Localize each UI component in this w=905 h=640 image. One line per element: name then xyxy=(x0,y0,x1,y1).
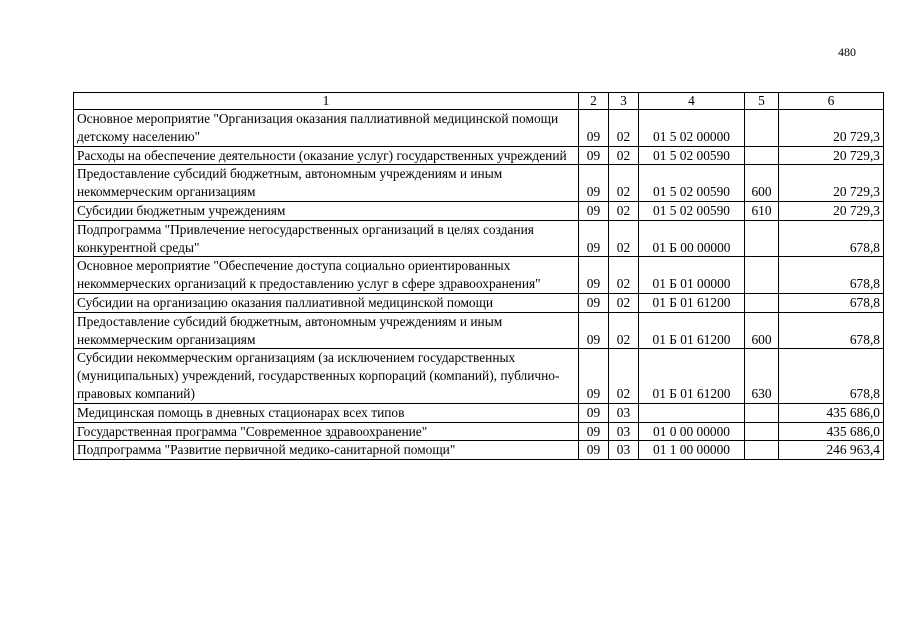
page-number: 480 xyxy=(838,45,856,59)
section-code-cell: 09 xyxy=(579,220,609,257)
target-article-cell: 01 Б 01 61200 xyxy=(639,312,745,349)
target-article-cell: 01 Б 01 61200 xyxy=(639,293,745,312)
subsection-code-cell: 02 xyxy=(609,165,639,202)
amount-cell: 435 686,0 xyxy=(779,422,884,441)
section-code-cell: 09 xyxy=(579,146,609,165)
amount-cell: 20 729,3 xyxy=(779,165,884,202)
amount-cell: 20 729,3 xyxy=(779,146,884,165)
amount-cell: 678,8 xyxy=(779,349,884,403)
expense-type-cell xyxy=(745,110,779,147)
table-row xyxy=(74,441,884,460)
subsection-code-cell: 02 xyxy=(609,220,639,257)
section-code-cell: 09 xyxy=(579,293,609,312)
amount-cell: 678,8 xyxy=(779,257,884,294)
expense-type-cell xyxy=(745,293,779,312)
subsection-code-cell: 02 xyxy=(609,146,639,165)
row-name-cell: Основное мероприятие "Обеспечение доступа социально ориентированных некоммерческих организаций к предоставлению услуг в сфере здравоохранения" xyxy=(74,257,579,294)
table-row xyxy=(74,220,884,257)
section-code-cell: 09 xyxy=(579,312,609,349)
row-name-cell: Субсидии на организацию оказания паллиативной медицинской помощи xyxy=(74,293,579,312)
budget-table xyxy=(73,92,884,460)
target-article-cell: 01 1 00 00000 xyxy=(639,441,745,460)
expense-type-cell xyxy=(745,220,779,257)
amount-cell: 246 963,4 xyxy=(779,441,884,460)
subsection-code-cell: 02 xyxy=(609,349,639,403)
row-name-cell: Субсидии некоммерческим организациям (за исключением государственных (муниципальных) учреждений, государственных корпораций (компаний), публично-правовых компаний) xyxy=(74,349,579,403)
section-code-cell: 09 xyxy=(579,422,609,441)
table-row xyxy=(74,312,884,349)
target-article-cell: 01 5 02 00590 xyxy=(639,201,745,220)
amount-cell: 678,8 xyxy=(779,293,884,312)
row-name-cell: Предоставление субсидий бюджетным, автономным учреждениям и иным некоммерческим организациям xyxy=(74,165,579,202)
subsection-code-cell: 03 xyxy=(609,422,639,441)
row-name-cell: Медицинская помощь в дневных стационарах всех типов xyxy=(74,403,579,422)
row-name-cell: Предоставление субсидий бюджетным, автономным учреждениям и иным некоммерческим организациям xyxy=(74,312,579,349)
section-code-cell: 09 xyxy=(579,257,609,294)
table-row xyxy=(74,293,884,312)
column-header: 5 xyxy=(745,93,779,110)
expense-type-cell xyxy=(745,403,779,422)
table-row xyxy=(74,146,884,165)
target-article-cell: 01 Б 01 00000 xyxy=(639,257,745,294)
section-code-cell: 09 xyxy=(579,165,609,202)
section-code-cell: 09 xyxy=(579,201,609,220)
target-article-cell: 01 0 00 00000 xyxy=(639,422,745,441)
expense-type-cell xyxy=(745,422,779,441)
table-row xyxy=(74,165,884,202)
expense-type-cell: 600 xyxy=(745,165,779,202)
column-header: 3 xyxy=(609,93,639,110)
column-header: 1 xyxy=(74,93,579,110)
amount-cell: 20 729,3 xyxy=(779,110,884,147)
subsection-code-cell: 02 xyxy=(609,257,639,294)
table-header-row xyxy=(74,93,884,110)
target-article-cell: 01 Б 01 61200 xyxy=(639,349,745,403)
section-code-cell: 09 xyxy=(579,110,609,147)
table-row xyxy=(74,422,884,441)
row-name-cell: Подпрограмма "Развитие первичной медико-санитарной помощи" xyxy=(74,441,579,460)
target-article-cell: 01 5 02 00000 xyxy=(639,110,745,147)
target-article-cell: 01 Б 00 00000 xyxy=(639,220,745,257)
section-code-cell: 09 xyxy=(579,349,609,403)
row-name-cell: Расходы на обеспечение деятельности (оказание услуг) государственных учреждений xyxy=(74,146,579,165)
table-row xyxy=(74,403,884,422)
amount-cell: 20 729,3 xyxy=(779,201,884,220)
subsection-code-cell: 02 xyxy=(609,312,639,349)
row-name-cell: Субсидии бюджетным учреждениям xyxy=(74,201,579,220)
table-row xyxy=(74,110,884,147)
subsection-code-cell: 03 xyxy=(609,403,639,422)
column-header: 4 xyxy=(639,93,745,110)
expense-type-cell: 600 xyxy=(745,312,779,349)
row-name-cell: Основное мероприятие "Организация оказания паллиативной медицинской помощи детскому населению" xyxy=(74,110,579,147)
section-code-cell: 09 xyxy=(579,403,609,422)
subsection-code-cell: 02 xyxy=(609,293,639,312)
table-row xyxy=(74,201,884,220)
target-article-cell xyxy=(639,403,745,422)
amount-cell: 678,8 xyxy=(779,312,884,349)
table-row xyxy=(74,349,884,403)
target-article-cell: 01 5 02 00590 xyxy=(639,146,745,165)
table-row xyxy=(74,257,884,294)
expense-type-cell xyxy=(745,257,779,294)
subsection-code-cell: 02 xyxy=(609,201,639,220)
row-name-cell: Подпрограмма "Привлечение негосударственных организаций в целях создания конкурентной среды" xyxy=(74,220,579,257)
subsection-code-cell: 03 xyxy=(609,441,639,460)
expense-type-cell xyxy=(745,441,779,460)
amount-cell: 435 686,0 xyxy=(779,403,884,422)
amount-cell: 678,8 xyxy=(779,220,884,257)
expense-type-cell: 610 xyxy=(745,201,779,220)
target-article-cell: 01 5 02 00590 xyxy=(639,165,745,202)
column-header: 6 xyxy=(779,93,884,110)
row-name-cell: Государственная программа "Современное здравоохранение" xyxy=(74,422,579,441)
expense-type-cell xyxy=(745,146,779,165)
section-code-cell: 09 xyxy=(579,441,609,460)
column-header: 2 xyxy=(579,93,609,110)
expense-type-cell: 630 xyxy=(745,349,779,403)
subsection-code-cell: 02 xyxy=(609,110,639,147)
